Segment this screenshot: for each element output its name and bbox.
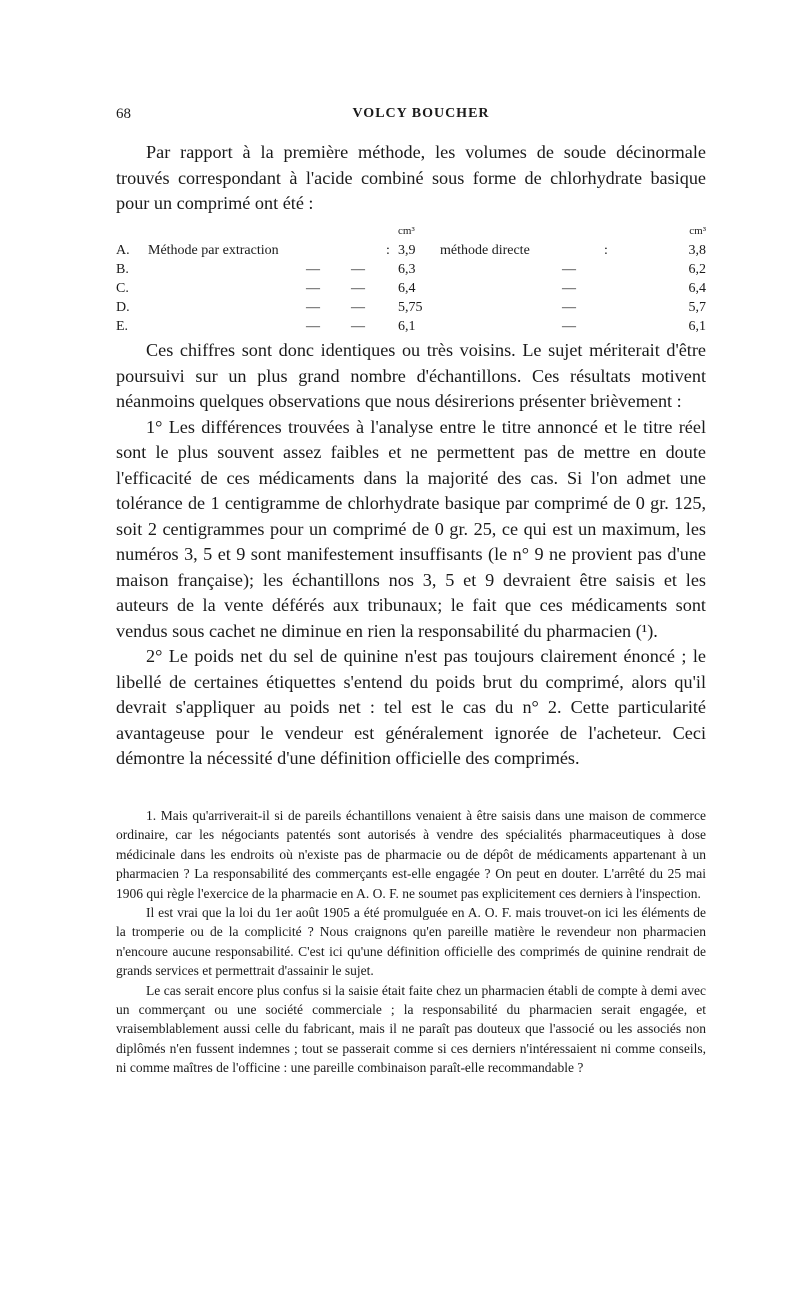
ditto-dash: — — [306, 281, 320, 296]
ditto-dash: — — [562, 319, 576, 334]
running-title: VOLCY BOUCHER — [352, 106, 490, 121]
method-2-label: méthode directe — [440, 243, 530, 258]
ditto-dash: — — [351, 281, 365, 296]
footnotes — [116, 806, 706, 1078]
row-label: E. — [116, 319, 129, 334]
value-direct: 5,7 — [688, 300, 706, 315]
ditto-dash: — — [351, 319, 365, 334]
row-label: B. — [116, 262, 129, 277]
ditto-dash: — — [562, 262, 576, 277]
footnote-paragraph: 1. Mais qu'arriverait-il si de pareils échantillons venaient à être saisis dans une maison de commerce ordinaire, car les négociants patentés sont autorisés à vendre des spécialités pharmaceutiques à dose médicinale dans les endroits où n'existe pas de pharmacie ou de dépôt de médicaments appartenant à un pharmacien ? La responsabilité des commerçants est-elle engagée ? On peut en douter. L'arrêté du 25 mai 1906 qui règle l'exercice de la pharmacie en A. O. F. ne soumet pas explicitement ces derniers à l'inspection. — [116, 808, 706, 901]
footnote-paragraph: Le cas serait encore plus confus si la saisie était faite chez un pharmacien établi de compte à demi avec un commerçant ou une société commerciale ; la responsabilité du pharmacien serait engagée, et vraisemblablement aussi celle du fabricant, mais il ne paraît pas douteux que l'associé ou les associés non diplômés n'en fussent indemnes ; tout se passerait comme si ces derniers n'intéressaient ni comme conseils, ni comme maîtres de l'officine : une pareille combinaison paraît-elle recommandable ? — [116, 982, 706, 1076]
value-direct: 6,4 — [688, 281, 706, 296]
body-paragraph: 1° Les différences trouvées à l'analyse entre le titre annoncé et le titre réel sont le plus souvent assez faibles et ne permettent pas de mettre en doute l'efficacité de ces médicaments dans la majorité des cas. Si l'on admet une tolérance de 1 centigramme de chlorhydrate basique par comprimé de 0 gr. 125, soit 2 centigrammes pour un comprimé de 0 gr. 25, ce qui est un maximum, les numéros 3, 5 et 9 sont manifestement insuffisants (le n° 9 ne provient pas d'une maison française); les échantillons nos 3, 5 et 9 devraient être saisis et les auteurs de la vente déférés aux tribunaux; le fait que ces médicaments sont vendus sous cachet ne diminue en rien la responsabilité du pharmacien (¹). — [116, 416, 706, 641]
ditto-dash: — — [351, 300, 365, 315]
value-extraction: 6,3 — [398, 262, 416, 277]
table-row — [116, 279, 706, 298]
value-direct: 6,2 — [688, 262, 706, 277]
ditto-dash: — — [306, 300, 320, 315]
unit-label-1: cm³ — [398, 225, 415, 237]
ditto-dash: — — [562, 300, 576, 315]
table-row — [116, 298, 706, 317]
unit-label-2: cm³ — [689, 225, 706, 237]
table-row — [116, 260, 706, 279]
results-table — [116, 222, 706, 336]
body-text — [116, 338, 706, 772]
value-extraction: 5,75 — [398, 300, 423, 315]
page-number: 68 — [116, 106, 131, 122]
colon: : — [604, 243, 608, 258]
ditto-dash: — — [351, 262, 365, 277]
ditto-dash: — — [306, 319, 320, 334]
table-row — [116, 317, 706, 336]
row-label: A. — [116, 243, 130, 258]
ditto-dash: — — [306, 262, 320, 277]
value-extraction: 6,1 — [398, 319, 416, 334]
body-paragraph: 2° Le poids net du sel de quinine n'est pas toujours clairement énoncé ; le libellé de certaines étiquettes s'entend du poids brut du comprimé, alors qu'il devrait s'appliquer au poids net : tel est le cas du n° 2. Cette particularité avantageuse pour le vendeur est généralement ignorée de l'acheteur. Ceci démontre la nécessité d'une définition officielle des comprimés. — [116, 646, 706, 768]
row-label: C. — [116, 281, 129, 296]
unit-row — [116, 222, 706, 241]
value-direct: 6,1 — [688, 319, 706, 334]
page-header — [116, 106, 706, 128]
body-paragraph: Ces chiffres sont donc identiques ou très voisins. Le sujet mériterait d'être poursuivi sur un plus grand nombre d'échantillons. Ces résultats motivent néanmoins quelques observations que nous désirerions présenter brièvement : — [116, 340, 706, 411]
value-extraction: 6,4 — [398, 281, 416, 296]
footnote-paragraph: Il est vrai que la loi du 1er août 1905 a été promulguée en A. O. F. mais trouvet-on ici les éléments de la tromperie ou de la complicité ? Nous craignons qu'en pareille matière le revendeur non pharmacien n'encoure aucune responsabilité. C'est ici qu'une définition officielle des comprimés de quinine rendrait de grands services et permettrait d'assainir le sujet. — [116, 905, 706, 979]
colon: : — [386, 243, 390, 258]
row-label: D. — [116, 300, 130, 315]
value-extraction: 3,9 — [398, 243, 416, 258]
ditto-dash: — — [562, 281, 576, 296]
table-row — [116, 241, 706, 260]
intro-paragraph: Par rapport à la première méthode, les volumes de soude décinormale trouvés correspondant à l'acide combiné sous forme de chlorhydrate basique pour un comprimé ont été : — [116, 142, 706, 213]
value-direct: 3,8 — [688, 243, 706, 258]
method-1-label: Méthode par extraction — [148, 243, 279, 258]
